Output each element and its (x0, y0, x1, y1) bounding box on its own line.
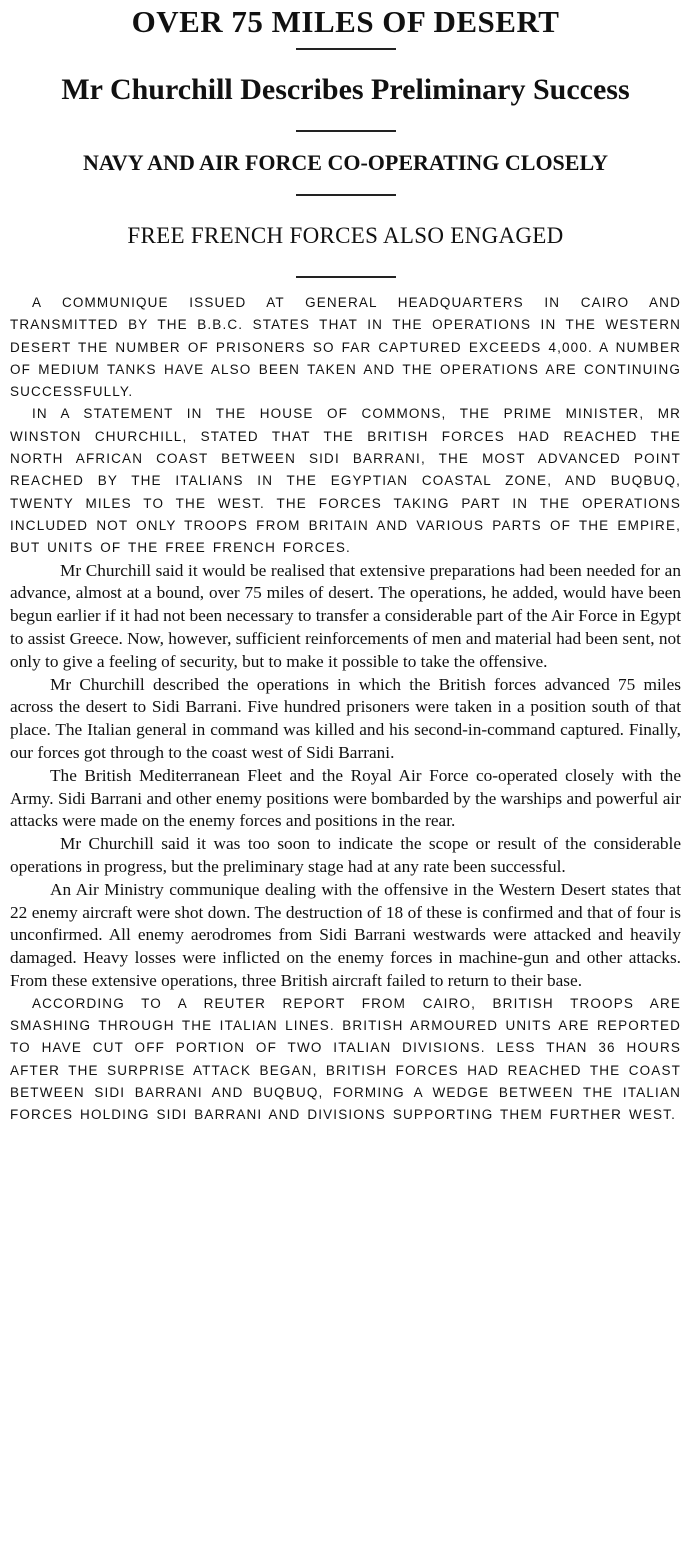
divider-rule (296, 276, 396, 278)
paragraph-too-soon: Mr Churchill said it was too soon to indicate the scope or result of the considerable operations in progress, but the preliminary stage had at any rate been successful. (10, 834, 681, 876)
paragraph-operations: Mr Churchill described the operations in which the British forces advanced 75 miles across the desert to Sidi Barrani. Five hundred prisoners were taken in a position south of that place. The Italian general in command was killed and his second-in-command captured. Finally, our forces got through to the coast west of Sidi Barrani. (10, 674, 681, 762)
subheadline: Mr Churchill Describes Preliminary Success (61, 73, 630, 106)
paragraph-communique: A COMMUNIQUE ISSUED AT GENERAL HEADQUARTERS IN CAIRO AND TRANSMITTED BY THE B.B.C. STATES THAT IN THE OPERATIONS IN THE WESTERN DESERT THE NUMBER OF PRISONERS SO FAR CAPTURED EXCEEDS 4,000. A NUMBER OF MEDIUM TANKS HAVE ALSO BEEN TAKEN AND THE OPERATIONS ARE CONTINUING SUCCESSFULLY. (10, 295, 681, 400)
headline: OVER 75 MILES OF DESERT (131, 4, 560, 39)
paragraph-reuter-report: ACCORDING TO A REUTER REPORT FROM CAIRO, BRITISH TROOPS ARE SMASHING THROUGH THE ITALIAN LINES. BRITISH ARMOURED UNITS ARE REPORTED TO HAVE CUT OFF PORTION OF TWO ITALIAN DIVISIONS. LESS THAN 36 HOURS AFTER THE SURPRISE ATTACK BEGAN, BRITISH FORCES HAD REACHED THE COAST BETWEEN SIDI BARRANI AND BUQBUQ, FORMING A WEDGE BETWEEN THE ITALIAN FORCES HOLDING SIDI BARRANI AND DIVISIONS SUPPORTING THEM FURTHER WEST. (10, 995, 681, 1123)
deck-free-french: FREE FRENCH FORCES ALSO ENGAGED (127, 223, 564, 248)
paragraph-commons-statement: IN A STATEMENT IN THE HOUSE OF COMMONS, THE PRIME MINISTER, MR WINSTON CHURCHILL, STATED THAT THE BRITISH FORCES HAD REACHED THE NORTH AFRICAN COAST BETWEEN SIDI BARRANI, THE MOST ADVANCED POINT REACHED BY THE ITALIANS IN THE EGYPTIAN COASTAL ZONE, AND BUQBUQ, TWENTY MILES TO THE WEST. THE FORCES TAKING PART IN THE OPERATIONS INCLUDED NOT ONLY TROOPS FROM BRITAIN AND VARIOUS PARTS OF THE EMPIRE, BUT UNITS OF THE FREE FRENCH FORCES. (10, 406, 681, 556)
paragraph-air-ministry: An Air Ministry communique dealing with the offensive in the Western Desert states that 22 enemy aircraft were shot down. The destruction of 18 of these is confirmed and that of four is unconfirmed. All enemy aerodromes from Sidi Barrani westwards were attacked and heavily damaged. Heavy losses were inflicted on the enemy forces in machine-gun and other attacks. From these extensive operations, three British aircraft failed to return to their base. (10, 879, 681, 990)
article-body (10, 292, 681, 1126)
deck-navy-air-force: NAVY AND AIR FORCE CO-OPERATING CLOSELY (82, 150, 609, 175)
paragraph-fleet-raf: The British Mediterranean Fleet and the Royal Air Force co-operated closely with the Army. Sidi Barrani and other enemy positions were bombarded by the warships and powerful air attacks were made on the enemy forces and positions in the rear. (10, 765, 681, 831)
paragraph-preparations: Mr Churchill said it would be realised that extensive preparations had been needed for an advance, almost at a bound, over 75 miles of desert. The operations, he added, would have been begun earlier if it had not been necessary to transfer a considerable part of the Air Force in Egypt to assist Greece. Now, however, sufficient reinforcements of men and material had been sent, not only to give a feeling of security, but to make it possible to take the offensive. (10, 560, 681, 671)
